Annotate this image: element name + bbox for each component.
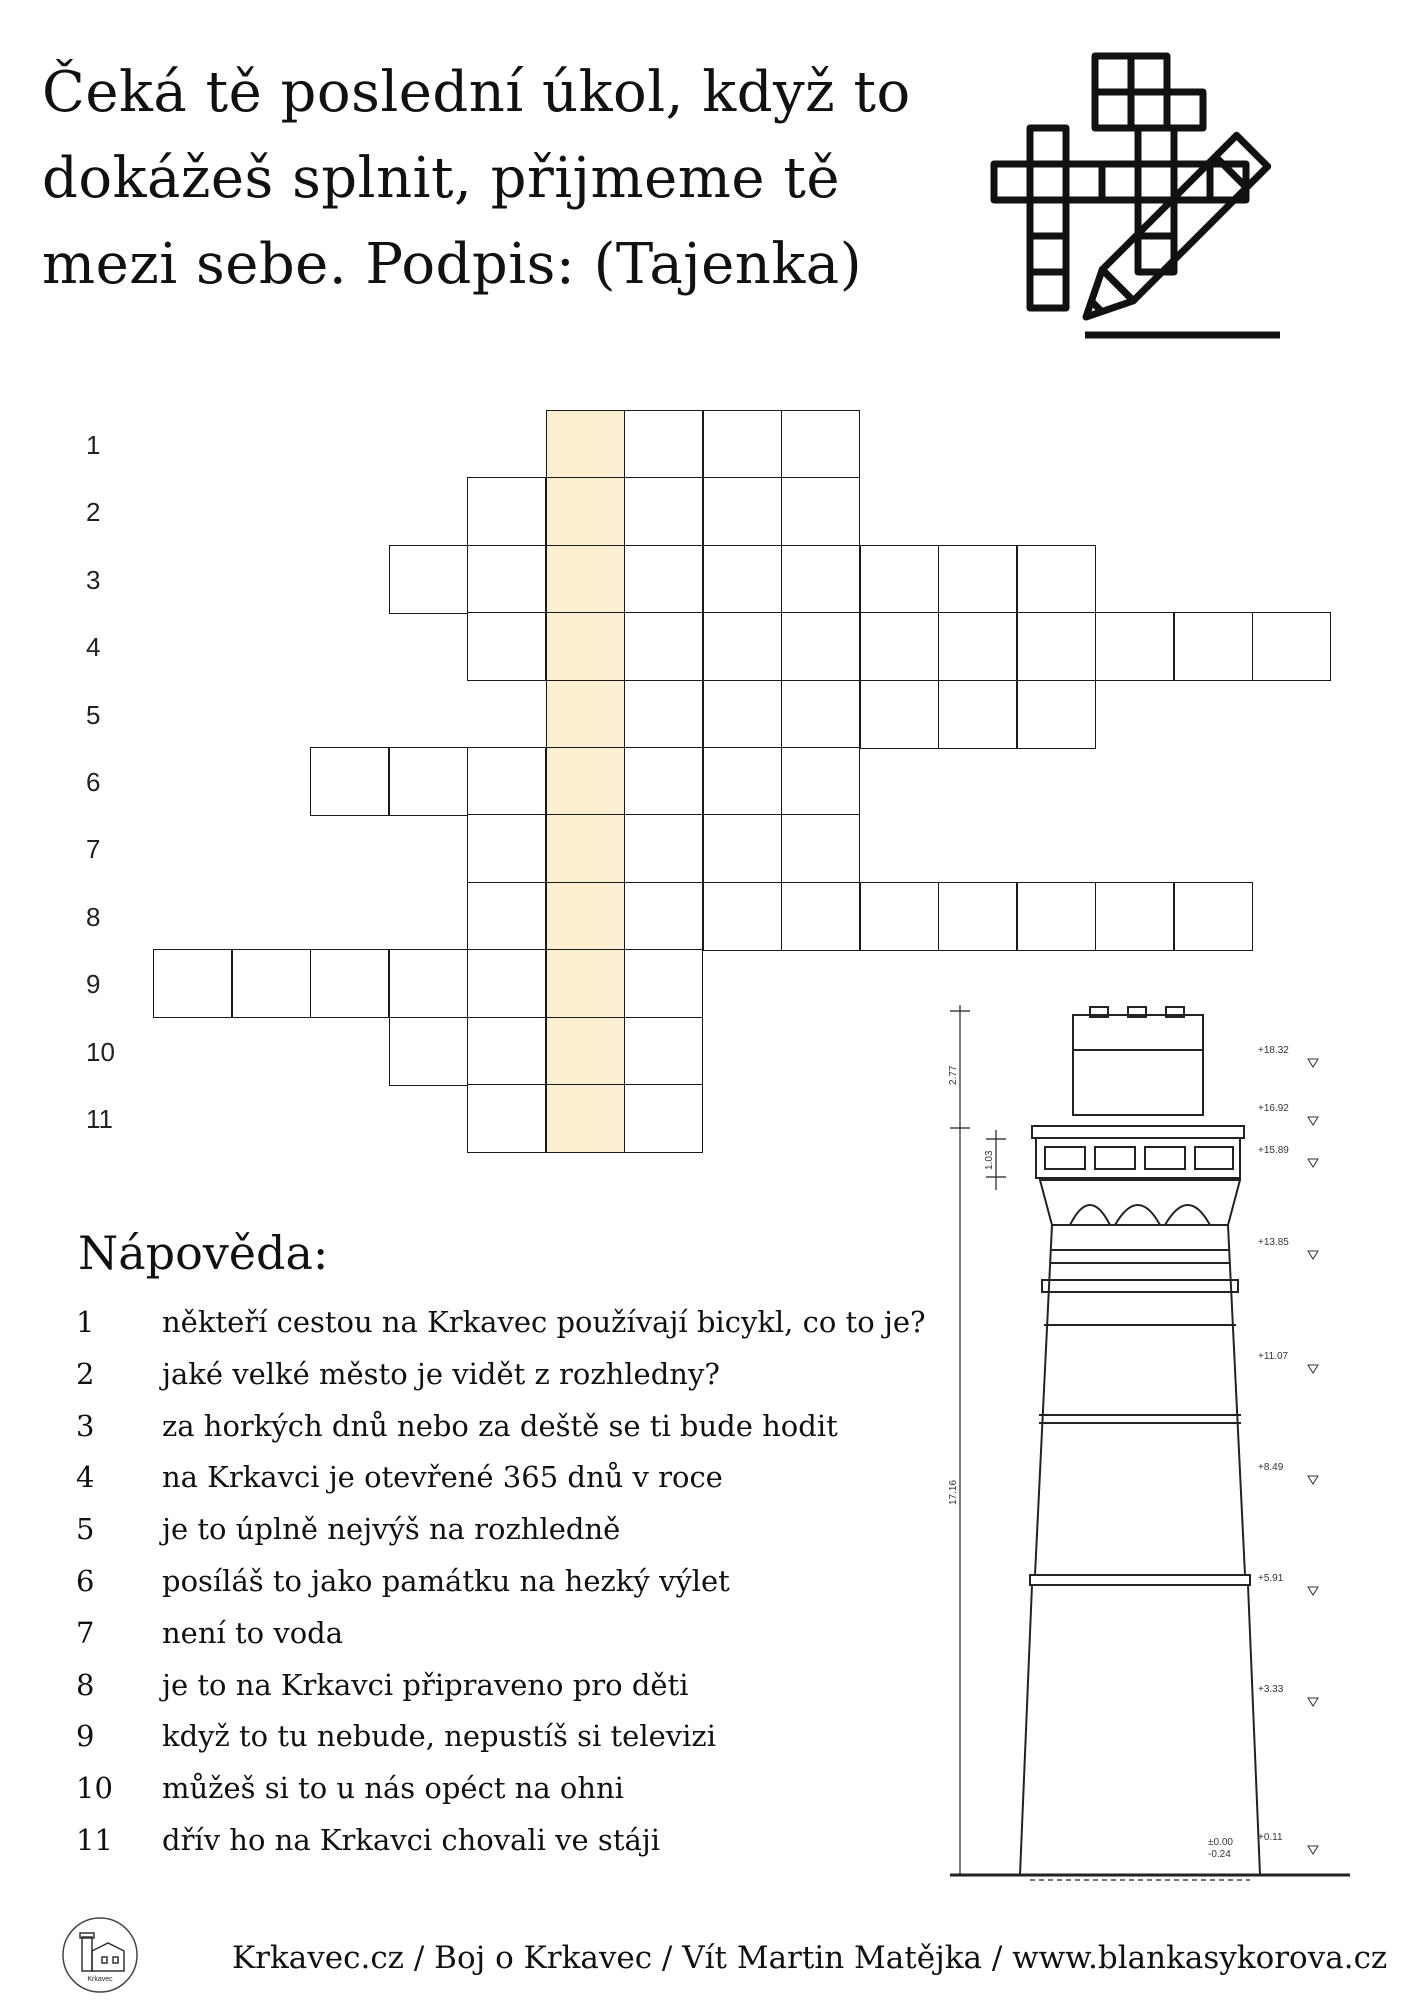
crossword-cell[interactable] [1095,612,1174,681]
tower-level: -0.24 [1208,1849,1231,1860]
crossword-cell[interactable] [703,410,782,479]
row-number: 6 [86,767,101,797]
clue-text: není to voda [162,1615,344,1650]
secret-cell[interactable] [546,612,625,681]
crossword-cell[interactable] [1017,882,1096,951]
tower-level: +16.92 [1258,1103,1289,1114]
lookout-tower-drawing [940,995,1360,1885]
clue-text: jaké velké město je vidět z rozhledny? [162,1356,720,1391]
crossword-cell[interactable] [624,612,703,681]
clue-text: je to na Krkavci připraveno pro děti [162,1667,689,1702]
crossword-cell[interactable] [389,1017,468,1086]
clue-number: 5 [76,1512,95,1547]
clue-text: je to úplně nejvýš na rozhledně [162,1512,621,1547]
tower-level: +13.85 [1258,1237,1289,1248]
crossword-cell[interactable] [389,747,468,816]
crossword-cell[interactable] [467,1084,546,1153]
crossword-cell[interactable] [624,747,703,816]
crossword-cell[interactable] [624,1017,703,1086]
tower-level: +3.33 [1258,1684,1284,1695]
clue-text: můžeš si to u nás opéct na ohni [162,1771,624,1806]
crossword-cell[interactable] [781,410,860,479]
clue-number: 1 [76,1305,95,1339]
crossword-cell[interactable] [781,747,860,816]
crossword-cell[interactable] [624,680,703,749]
crossword-cell[interactable] [1252,612,1331,681]
secret-cell[interactable] [546,1084,625,1153]
crossword-cell[interactable] [781,882,860,951]
clue-text: dřív ho na Krkavci chovali ve stáji [162,1823,661,1857]
crossword-cell[interactable] [467,477,546,546]
clue-text: když to tu nebude, nepustíš si televizi [162,1719,716,1754]
secret-cell[interactable] [546,545,625,614]
clue-number: 6 [76,1564,95,1598]
crossword-cell[interactable] [703,747,782,816]
tower-level: +15.89 [1258,1145,1289,1156]
crossword-cell[interactable] [703,545,782,614]
secret-cell[interactable] [546,747,625,816]
crossword-cell[interactable] [310,949,389,1018]
tower-dimension: 1.03 [984,1150,995,1170]
tower-level: +11.07 [1258,1351,1289,1362]
crossword-cell[interactable] [938,612,1017,681]
crossword-cell[interactable] [1095,882,1174,951]
tower-level: +8.49 [1258,1462,1284,1473]
crossword-cell[interactable] [938,882,1017,951]
crossword-cell[interactable] [703,882,782,951]
crossword-cell[interactable] [624,882,703,951]
crossword-cell[interactable] [938,545,1017,614]
clue-number: 9 [76,1719,95,1754]
crossword-cell[interactable] [703,477,782,546]
crossword-cell[interactable] [1017,545,1096,614]
crossword-cell[interactable] [467,814,546,883]
secret-cell[interactable] [546,680,625,749]
tower-dimension: 2.77 [948,1065,959,1085]
crossword-cell[interactable] [624,1084,703,1153]
crossword-cell[interactable] [624,545,703,614]
crossword-cell[interactable] [781,545,860,614]
clue-number: 11 [76,1823,113,1857]
clue-number: 7 [76,1615,95,1650]
crossword-cell[interactable] [467,949,546,1018]
crossword-cell[interactable] [153,949,232,1018]
crossword-cell[interactable] [781,612,860,681]
crossword-cell[interactable] [703,814,782,883]
crossword-cell[interactable] [781,680,860,749]
logo-text: Krkavec [87,1976,113,1983]
crossword-pencil-icon [990,50,1370,350]
clue-number: 10 [76,1771,113,1806]
clue-number: 8 [76,1667,95,1702]
crossword-cell[interactable] [703,612,782,681]
row-number: 7 [86,834,101,865]
crossword-cell[interactable] [467,747,546,816]
row-number: 3 [86,564,101,595]
tower-level: +18.32 [1258,1045,1289,1056]
crossword-cell[interactable] [938,680,1017,749]
row-number: 4 [86,632,101,663]
krkavec-logo [60,1915,140,1995]
crossword-cell[interactable] [624,477,703,546]
crossword-cell[interactable] [1174,882,1253,951]
row-number: 2 [86,497,101,528]
page-title: Čeká tě poslední úkol, když to dokážeš splnit, přijmeme tě mezi sebe. Podpis: (Tajenka) [42,60,911,297]
crossword-cell[interactable] [781,814,860,883]
crossword-cell[interactable] [860,545,939,614]
crossword-cell[interactable] [467,882,546,951]
crossword-cell[interactable] [467,545,546,614]
tower-level: +0.11 [1258,1832,1283,1843]
tower-dimension: 17.16 [948,1479,959,1505]
secret-cell[interactable] [546,477,625,546]
row-number: 11 [86,1104,113,1134]
crossword-cell[interactable] [1017,612,1096,681]
crossword-cell[interactable] [1174,612,1253,681]
crossword-cell[interactable] [703,680,782,749]
clue-text: posíláš to jako památku na hezký výlet [162,1564,730,1598]
row-number: 9 [86,969,101,1000]
secret-cell[interactable] [546,1017,625,1086]
clue-number: 4 [76,1460,95,1495]
clue-number: 2 [76,1356,95,1391]
hints-title: Nápověda: [78,1226,329,1280]
clue-text: na Krkavci je otevřené 365 dnů v roce [162,1460,723,1495]
crossword-cell[interactable] [310,747,389,816]
tower-level: ±0.00 [1208,1837,1233,1848]
crossword-cell[interactable] [467,612,546,681]
crossword-cell[interactable] [781,477,860,546]
crossword-cell[interactable] [624,814,703,883]
crossword-cell[interactable] [1017,680,1096,749]
secret-cell[interactable] [546,814,625,883]
row-number: 10 [86,1036,115,1067]
row-number: 8 [86,901,101,932]
secret-cell[interactable] [546,882,625,951]
crossword-cell[interactable] [389,545,468,614]
footer-credits: Krkavec.cz / Boj o Krkavec / Vít Martin Matějka / www.blankasykorova.cz [232,1940,1388,1976]
row-number: 5 [86,699,101,730]
crossword-cell[interactable] [467,1017,546,1086]
tower-level: +5.91 [1258,1573,1284,1584]
clue-text: někteří cestou na Krkavec používají bicykl, co to je? [162,1305,926,1339]
crossword-cell[interactable] [860,882,939,951]
clue-number: 3 [76,1408,95,1443]
crossword-cell[interactable] [860,612,939,681]
secret-cell[interactable] [546,949,625,1018]
secret-cell[interactable] [546,410,625,479]
clue-text: za horkých dnů nebo za deště se ti bude hodit [162,1408,838,1443]
crossword-cell[interactable] [860,680,939,749]
crossword-cell[interactable] [389,949,468,1018]
crossword-cell[interactable] [624,410,703,479]
row-number: 1 [86,430,101,460]
crossword-cell[interactable] [232,949,311,1018]
crossword-cell[interactable] [624,949,703,1018]
